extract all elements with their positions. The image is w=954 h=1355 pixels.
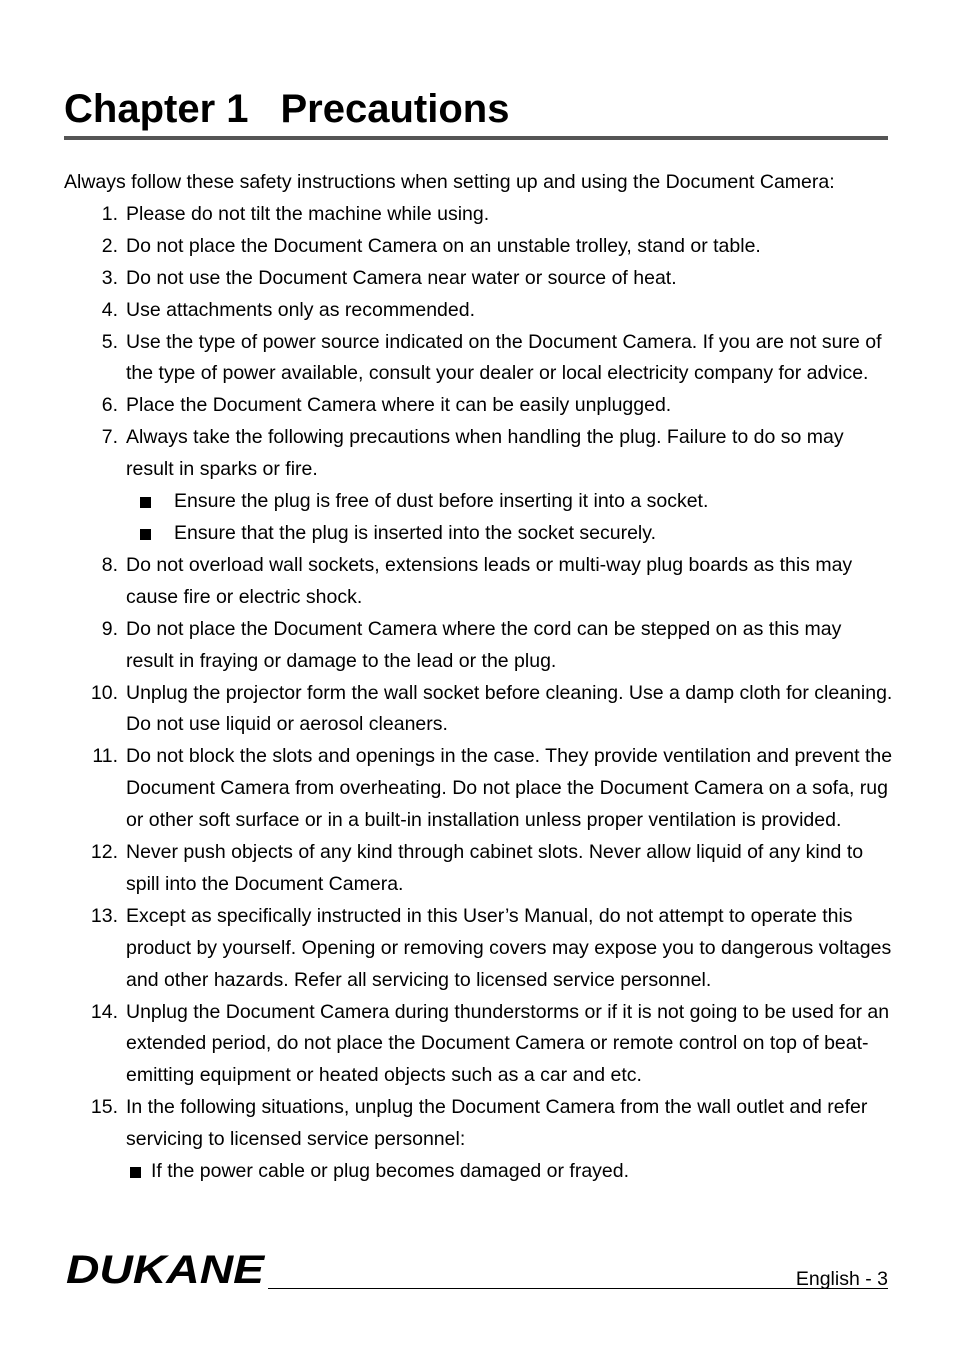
item-number: 11. [92,745,118,768]
list-item [64,422,894,550]
dukane-logo-text: DUKANE [66,1248,266,1291]
dukane-logo [64,1247,268,1291]
list-item [64,263,894,295]
item-number: 8. [101,553,118,576]
item-text: Do not overload wall sockets, extensions leads or multi-way plug boards as this may cause fire or electric shock. [126,553,853,608]
square-bullet-icon [140,497,151,508]
list-item [64,199,894,231]
item-number: 5. [101,330,118,353]
intro-paragraph: Always follow these safety instructions when setting up and using the Document Camera: [64,171,835,193]
sub-list-item [126,486,894,518]
list-item [64,614,894,678]
list-item [64,550,894,614]
chapter-title: Precautions [280,87,510,131]
item-text: Do not place the Document Camera where the cord can be stepped on as this may result in fraying or damage to the lead or the plug. [126,617,842,672]
sub-list-item [126,1156,894,1188]
item-number: 4. [101,298,118,321]
item-number: 1. [101,202,118,225]
item-text: Unplug the Document Camera during thunderstorms or if it is not going to be used for an extended period, do not place the Document Camera or remote control on top of beat-emitting equipment or heated objects such as a car and etc. [126,1000,890,1087]
list-item [64,901,894,997]
list-item [64,327,894,391]
list-item [64,741,894,837]
list-item [64,678,894,742]
item-text: Use attachments only as recommended. [126,298,476,321]
chapter-number: Chapter 1 [64,87,249,131]
page-number: English - 3 [795,1268,888,1290]
item-text: Except as specifically instructed in this User’s Manual, do not attempt to operate this product by yourself. Opening or removing covers may expose you to dangerous voltages and other hazards. Refer all servicing to licensed service personnel. [126,904,892,991]
item-text: Do not use the Document Camera near water or source of heat. [126,266,677,289]
item-text: Do not place the Document Camera on an unstable trolley, stand or table. [126,234,761,257]
item-number: 3. [101,266,118,289]
list-item [64,997,894,1093]
sub-item-text: Ensure that the plug is inserted into the socket securely. [174,521,656,544]
item-number: 6. [101,394,118,417]
sub-item-text: If the power cable or plug becomes damaged or frayed. [151,1160,630,1183]
title-divider [64,136,888,140]
item-text: Always take the following precautions when handling the plug. Failure to do so may result in sparks or fire. [126,426,844,481]
item-number: 10. [90,681,118,704]
list-item [64,390,894,422]
page-title [64,84,509,134]
document-body [64,167,894,1188]
item-number: 13. [90,904,118,927]
list-item [64,1092,894,1188]
item-text: Unplug the projector form the wall socket before cleaning. Use a damp cloth for cleaning. Do not use liquid or aerosol cleaners. [126,681,893,736]
square-bullet-icon [140,529,151,540]
sub-list-item [126,518,894,550]
item-number: 2. [101,234,118,257]
sub-item-text: Ensure the plug is free of dust before inserting it into a socket. [174,490,709,513]
item-text: Place the Document Camera where it can be easily unplugged. [126,394,672,417]
item-text: Never push objects of any kind through cabinet slots. Never allow liquid of any kind to spill into the Document Camera. [126,841,864,895]
item-text: Please do not tilt the machine while using. [126,202,490,225]
item-number: 9. [101,617,118,640]
item-number: 7. [101,426,118,449]
item-number: 14. [90,1000,118,1023]
item-text: Use the type of power source indicated on the Document Camera. If you are not sure of the type of power available, consult your dealer or local electricity company for advice. [126,330,882,385]
sub-list [126,486,894,550]
list-item [64,837,894,901]
square-bullet-icon [130,1167,141,1178]
list-item [64,231,894,263]
item-number: 12. [90,841,118,864]
item-text: In the following situations, unplug the Document Camera from the wall outlet and refer servicing to licensed service personnel: [126,1096,868,1151]
item-text: Do not block the slots and openings in the case. They provide ventilation and prevent the Document Camera from overheating. Do not place the Document Camera on a sofa, rug or other soft surface or in a built-in installation unless proper ventilation is provided. [126,745,893,832]
item-number: 15. [90,1096,118,1119]
sub-list [126,1156,894,1188]
list-item [64,295,894,327]
precautions-list [64,199,894,1188]
